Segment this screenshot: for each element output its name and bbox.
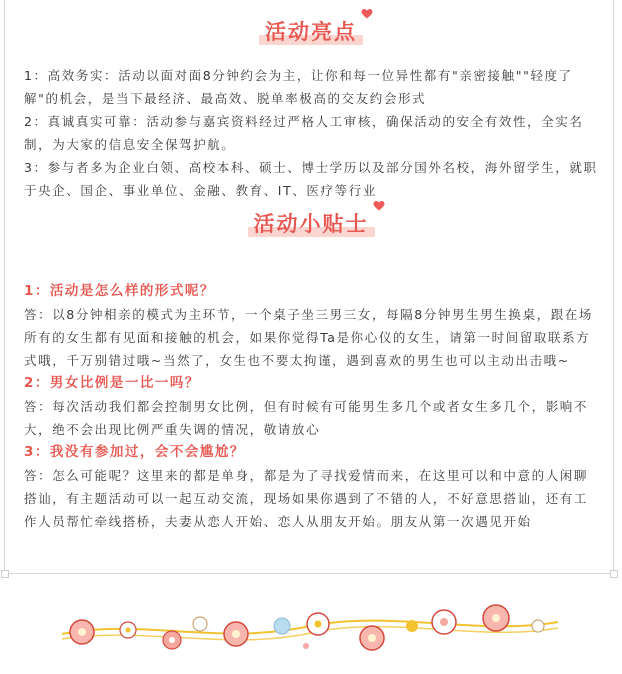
frame-corner-bottom-right <box>610 570 618 578</box>
heart-icon <box>361 8 373 20</box>
faq-answer: 答：每次活动我们都会控制男女比例，但有时候有可能男生多几个或者女生多几个，影响不大，绝不会出现比例严重失调的情况，敬请放心 <box>24 399 589 437</box>
blossom-icon <box>70 605 544 650</box>
highlights-header <box>0 16 622 46</box>
frame-corner-bottom-left <box>1 570 9 578</box>
tips-header <box>0 208 622 238</box>
highlights-title: 活动亮点 <box>265 20 357 44</box>
blossom-garland-decoration <box>60 596 560 666</box>
highlight-item: 3：参与者多为企业白领、高校本科、硕士、博士学历以及部分国外名校，海外留学生，就职于央企、国企、事业单位、金融、教育、IT、医疗等行业 <box>24 160 598 198</box>
highlight-item: 1：高效务实：活动以面对面8分钟约会为主，让你和每一位异性都有"亲密接触""轻度了解"的机会，是当下最经济、最高效、脱单率极高的交友约会形式 <box>24 68 573 106</box>
faq-answer: 答：以8分钟相亲的模式为主环节，一个桌子坐三男三女，每隔8分钟男生男生换桌，跟在场所有的女生都有见面和接触的机会，如果你觉得Ta是你心仪的女生，请第一时间留取联系方式哦，千万别错过哦~当然了，女生也不要太拘谨，遇到喜欢的男生也可以主动出击哦~ <box>24 307 594 368</box>
faq-list <box>24 280 600 533</box>
tips-title: 活动小贴士 <box>253 212 369 236</box>
faq-question: 1：活动是怎么样的形式呢？ <box>24 283 215 299</box>
heart-icon <box>373 200 385 212</box>
faq-question: 2：男女比例是一比一吗？ <box>24 375 200 391</box>
highlights-list <box>24 64 600 202</box>
highlight-item: 2：真诚真实可靠：活动参与嘉宾资料经过严格人工审核，确保活动的安全有效性，全实名制，为大家的信息安全保驾护航。 <box>24 114 584 152</box>
faq-question: 3：我没有参加过，会不会尴尬？ <box>24 444 245 460</box>
faq-answer: 答：怎么可能呢？这里来的都是单身，都是为了寻找爱情而来，在这里可以和中意的人闲聊搭讪，有主题活动可以一起互动交流，现场如果你遇到了不错的人，不好意思搭讪，还有工作人员帮忙牵线搭桥，夫妻从恋人开始、恋人从朋友开始。朋友从第一次遇见开始 <box>24 468 589 529</box>
